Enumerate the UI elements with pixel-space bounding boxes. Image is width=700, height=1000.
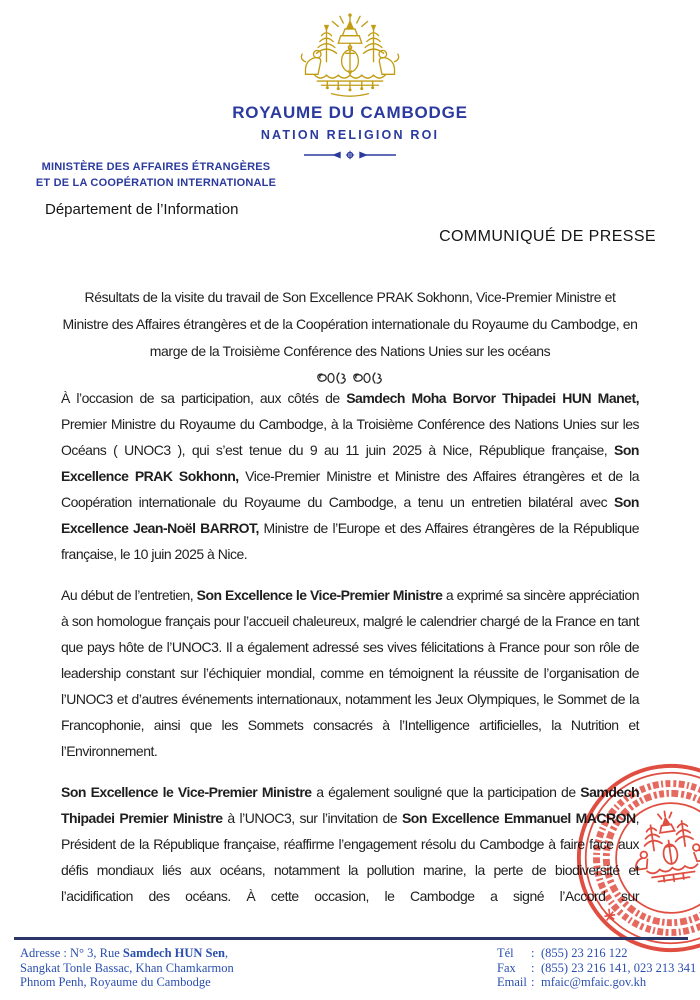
contact-row <box>497 946 697 961</box>
contact-colon: : <box>531 975 535 989</box>
department-name: Département de l’Information <box>45 201 239 218</box>
text-segment: Ministre de l’Europe et des Affaires étrangères de la République française, le 10 juin 2025 à Nice. <box>61 520 639 562</box>
doc-type-label: COMMUNIQUÉ DE PRESSE <box>439 228 656 245</box>
text-segment: à l’UNOC3, sur l’invitation de <box>222 810 402 826</box>
bold-text-segment: Samdech Thipadei Premier Ministre <box>61 784 639 826</box>
contact-value: (855) 23 216 122 <box>541 946 628 960</box>
text-segment: Phnom Penh, Royaume du Cambodge <box>20 975 211 989</box>
bold-text-segment: Samdech Moha Borvor Thipadei HUN Manet, <box>346 390 639 406</box>
contact-value: (855) 23 216 141, 023 213 341 <box>541 960 697 975</box>
address-line <box>20 961 320 976</box>
motto: NATION RELIGION ROI <box>260 128 440 142</box>
address-line <box>20 975 320 990</box>
press-release-title-block <box>61 284 639 391</box>
body-paragraphs <box>61 385 639 909</box>
bold-text-segment: Son Excellence Emmanuel MACRON <box>401 810 636 826</box>
ministry-name <box>8 160 304 191</box>
footer-rule <box>14 937 688 940</box>
text-segment: Sangkat Tonle Bassac, Khan Chamkarmon <box>20 960 234 975</box>
contact-value: mfaic@mfaic.gov.kh <box>541 975 647 989</box>
red-royal-seal-stamp-icon <box>560 747 700 968</box>
text-segment: Adresse : N° 3, Rue <box>20 946 123 960</box>
address-line <box>20 946 320 961</box>
text-segment: , Président de la République française, réaffirme l’engagement résolu du Cambodge à faire face aux défis mondiaux liés aux océans, notamment la pollution marine, la perte de biodiversité et l’acidification des océans. À cette occasion, le Cambodge a signé l’Accord sur <box>61 810 639 904</box>
contact-colon: : <box>531 946 535 960</box>
footer-address <box>20 946 320 990</box>
paragraph <box>61 385 639 567</box>
text-segment: a également souligné que la participation de <box>311 784 581 800</box>
bold-text-segment: Son Excellence le Vice-Premier Ministre <box>61 784 312 800</box>
contact-label: Email <box>497 975 527 989</box>
bold-text-segment: Son Excellence le Vice-Premier Ministre <box>196 587 443 603</box>
bold-text-segment: Son Excellence PRAK Sokhonn, <box>61 442 639 484</box>
contact-label: Tél <box>497 946 514 960</box>
contact-row <box>497 975 697 990</box>
contact-colon: : <box>531 960 535 975</box>
text-segment: Premier Ministre du Royaume du Cambodge, à la Troisième Conférence des Nations Unies sur les Océans ( UNOC3 ), qui s’est tenue du 9 au 11 juin 2025 à Nice, République française, <box>61 416 639 458</box>
press-release-title: Résultats de la visite du travail de Son Excellence PRAK Sokhonn, Vice-Premier Ministre et Ministre des Affaires étrangères et de la Coopération internationale du Royaume du Cambodge, en marge de la Troisième Conférence des Nations Unies sur les océans <box>62 289 638 359</box>
paragraph <box>61 582 639 764</box>
text-segment: , <box>225 946 229 960</box>
text-segment: a exprimé sa sincère appréciation à son homologue français pour l’accueil chaleureux, malgré le calendrier chargé de la France en tant que pays hôte de l’UNOC3. Il a également adressé ses vives félicitations à France pour son rôle de leadership constant sur l’échiquier mondial, comme en témoignent la réussite de l’organisation de l’UNOC3 et d’autres événements internationaux, notamment les Jeux Olympiques, le Sommet de la Francophonie, ainsi que les Sommets consacrés à l’Intelligence artificielles, la Nutrition et l’Environnement. <box>61 587 639 759</box>
contact-label: Fax <box>497 960 516 975</box>
royal-arms-of-cambodia-icon <box>0 10 700 105</box>
ministry-line-1: MINISTÈRE DES AFFAIRES ÉTRANGÈRES <box>41 161 271 173</box>
bold-text-segment: Son Excellence Jean-Noël BARROT, <box>61 494 639 536</box>
paragraph <box>61 779 639 909</box>
ministry-line-2: ET DE LA COOPÉRATION INTERNATIONALE <box>35 176 277 189</box>
contact-row <box>497 961 697 976</box>
text-segment: Vice-Premier Ministre et Ministre des Affaires étrangères et de la Coopération internationale du Royaume du Cambodge, a tenu un entretien bilatéral avec <box>61 468 639 510</box>
bold-text-segment: Samdech HUN Sen <box>122 946 225 960</box>
text-segment: À l’occasion de sa participation, aux côtés de <box>61 390 347 406</box>
text-segment: Au début de l’entretien, <box>61 587 197 603</box>
kingdom-title: ROYAUME DU CAMBODGE <box>232 103 468 122</box>
footer-contacts <box>497 946 697 990</box>
